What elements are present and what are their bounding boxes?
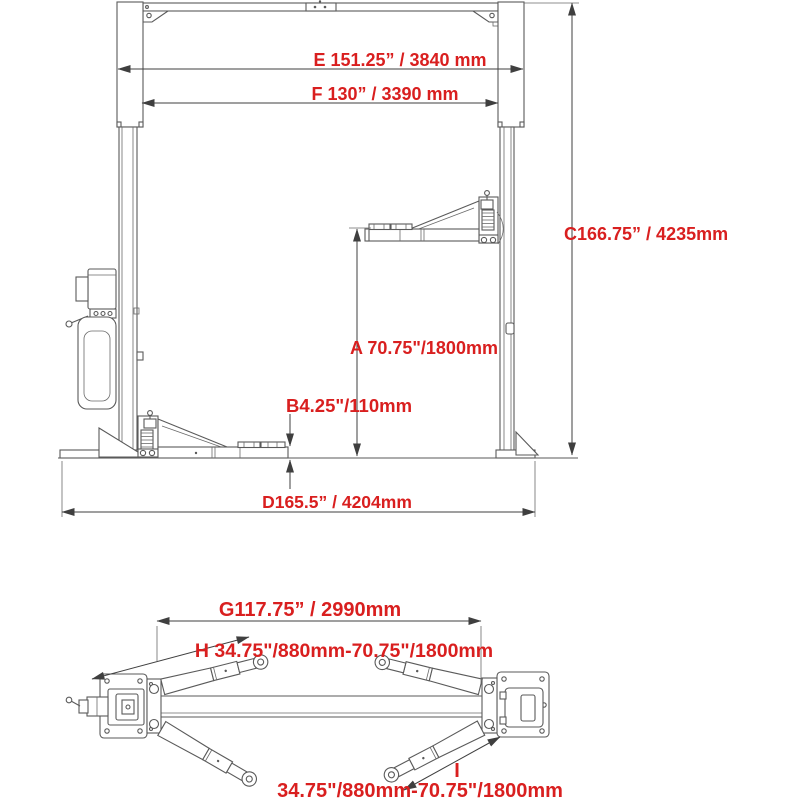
dim-b xyxy=(286,395,412,489)
left-lift-arm xyxy=(158,419,288,458)
top-beam xyxy=(143,0,498,26)
swing-arm-lower-left xyxy=(158,722,260,790)
left-base-assembly xyxy=(66,674,161,738)
dim-i-letter: I xyxy=(454,760,460,782)
dim-b-label: B4.25"/110mm xyxy=(286,395,413,416)
right-post xyxy=(498,2,524,457)
dim-f xyxy=(142,84,498,104)
dim-e-label: E 151.25” / 3840 mm xyxy=(313,50,487,70)
dim-d-label: D165.5” / 4204mm xyxy=(262,492,412,512)
left-post xyxy=(117,2,143,457)
dim-a xyxy=(349,228,498,456)
oil-tank xyxy=(78,317,116,409)
front-view xyxy=(58,0,728,517)
lock-window xyxy=(506,323,514,334)
dim-e xyxy=(118,50,523,70)
arm-pad xyxy=(391,224,412,230)
dim-d xyxy=(62,461,535,517)
dim-i xyxy=(277,737,563,800)
power-unit-plan xyxy=(66,697,108,716)
arm-pivot xyxy=(150,685,159,694)
lock-lever xyxy=(137,352,143,360)
dim-h-label: H 34.75"/880mm-70.75"/1800mm xyxy=(194,640,494,662)
left-carriage xyxy=(138,411,158,457)
right-lift-arm xyxy=(365,201,479,241)
dim-f-label: F 130” / 3390 mm xyxy=(311,84,459,104)
dim-i-label: 34.75"/880mm-70.75"/1800mm xyxy=(277,780,563,800)
swing-arm-lower-right xyxy=(381,721,484,785)
arm-pivot xyxy=(485,720,494,729)
arm-pad xyxy=(261,442,285,448)
arm-pivot xyxy=(150,720,159,729)
dim-a-label: A 70.75"/1800mm xyxy=(350,338,498,358)
dim-c xyxy=(524,3,728,455)
dim-g-label: G117.75” / 2990mm xyxy=(218,599,402,621)
arm-pivot xyxy=(485,685,494,694)
arm-pad xyxy=(369,224,390,230)
plan-view xyxy=(66,599,563,800)
crossbeam xyxy=(161,696,482,717)
arm-pad xyxy=(238,442,260,448)
dim-c-label: C166.75” / 4235mm xyxy=(564,224,729,244)
